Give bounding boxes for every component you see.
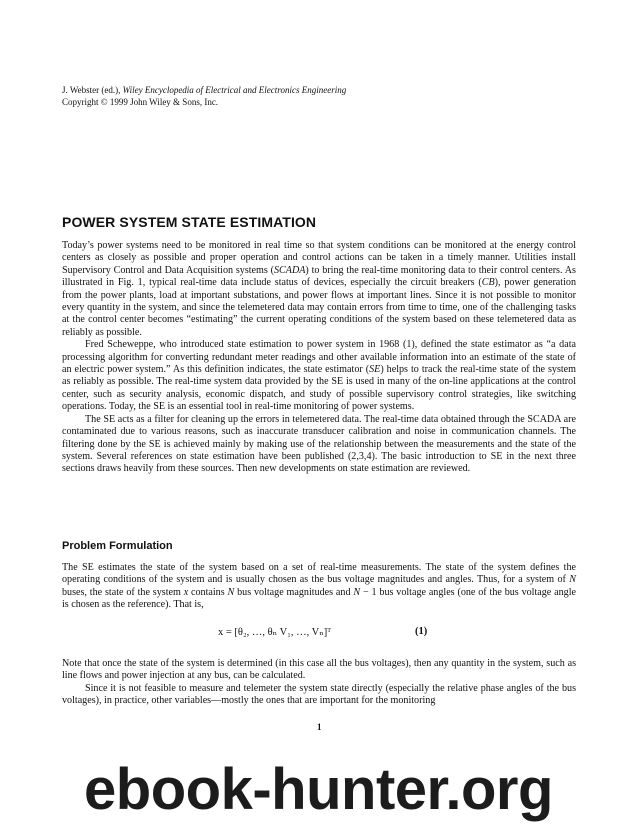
text-run: contains <box>188 586 228 598</box>
citation-header <box>62 84 346 108</box>
paragraph <box>62 339 576 413</box>
paragraph: Note that once the state of the system is determined (in this case all the bus voltages), then any quantity in the system, such as line flows and power injection at any bus, can be calculated. <box>62 658 576 682</box>
paragraph: Since it is not feasible to measure and telemeter the system state directly (especially the relative phase angles of the bus voltages), in practice, other variables—mostly the ones that are important for the monitoring <box>62 682 576 707</box>
section-text <box>62 562 576 612</box>
var-x: x <box>183 586 189 598</box>
equation: x = [θ₂, …, θₙ V₁, …, Vₙ]ᵀ <box>218 627 332 638</box>
section-heading: Problem Formulation <box>62 540 173 552</box>
text-run: Today’s power systems need to be monitored in real time so that system conditions can be monitored at the energy control centers as closely as possible and proper operation and control actions can be taken in a timely manner. Utilities install Supervisory Control and Data Acquisition systems ( <box>62 240 576 276</box>
term-scada: SCADA <box>274 264 306 276</box>
paragraph <box>62 240 576 339</box>
book-title: Wiley Encyclopedia of Electrical and Electronics Engineering <box>122 85 347 95</box>
citation-editor: J. Webster (ed.), <box>62 85 123 95</box>
text-run: − 1 bus voltage angles (one of the bus voltage angle is chosen as the reference). That is, <box>62 586 576 611</box>
text-run: bus voltage magnitudes and <box>234 586 354 598</box>
var-n: N <box>569 574 576 586</box>
page-number: 1 <box>317 722 322 732</box>
text-run: ) helps to track the real-time state of the system as reliably as possible. The real-time system data provided by the SE is used in many of the on-line applications at the control center, such as security analysis, economic dispatch, and study of possible supervisory control strategies, like switching operations. Today, the SE is an essential tool in real-time monitoring of power systems. <box>62 364 577 413</box>
paragraph: The SE acts as a filter for cleaning up the errors in telemetered data. The real-time data obtained through the SCADA are contaminated due to various reasons, such as inaccurate transducer calibration and noise in communication channels. The filtering done by the SE is achieved mainly by making use of the relationship between the measurements and the state of the system. Several references on state estimation have been published (2,3,4). The basic introduction to SE in the next three sections draws heavily from these sources. Then new developments on state estimation are reviewed. <box>62 413 576 475</box>
term-se: SE <box>369 364 381 376</box>
section-text-continued <box>62 658 576 708</box>
var-n: N <box>227 586 235 598</box>
text-run: Fred Scheweppe, who introduced state estimation to power system in 1968 (1), defined the state estimator as “a data processing algorithm for converting redundant meter readings and other available information into an estimate of the state of an electric power system.” As this definition indicates, the state estimator ( <box>62 339 576 376</box>
term-cb: CB <box>481 277 495 289</box>
equation-number: (1) <box>415 626 428 637</box>
text-run: ), power generation from the power plants, load at important substations, and power flows at important lines. Since it is not possible to monitor every quantity in the system, and since the telemetered data may contain errors from time to time, one of the challenging tasks at the control center becomes “estimating” the current operating conditions of the system based on these telemetered data as reliably as possible. <box>62 277 576 338</box>
text-run: The SE estimates the state of the system based on a set of real-time measurements. The state of the system defines the operating conditions of the system and is usually chosen as the bus voltage magnitudes and angles. Thus, for a system of <box>62 562 576 586</box>
paragraph <box>62 562 576 612</box>
text-run: ) to bring the real-time monitoring data to their control centers. As illustrated in Fig. 1, typical real-time data include status of devices, especially the circuit breakers ( <box>62 264 576 289</box>
citation-line <box>62 84 346 96</box>
copyright-line: Copyright © 1999 John Wiley & Sons, Inc. <box>62 97 219 107</box>
article-title: POWER SYSTEM STATE ESTIMATION <box>62 214 317 230</box>
intro-text <box>62 240 576 476</box>
text-run: buses, the state of the system <box>62 586 184 598</box>
watermark-text: ebook-hunter.org <box>84 757 553 822</box>
var-n: N <box>353 586 361 598</box>
